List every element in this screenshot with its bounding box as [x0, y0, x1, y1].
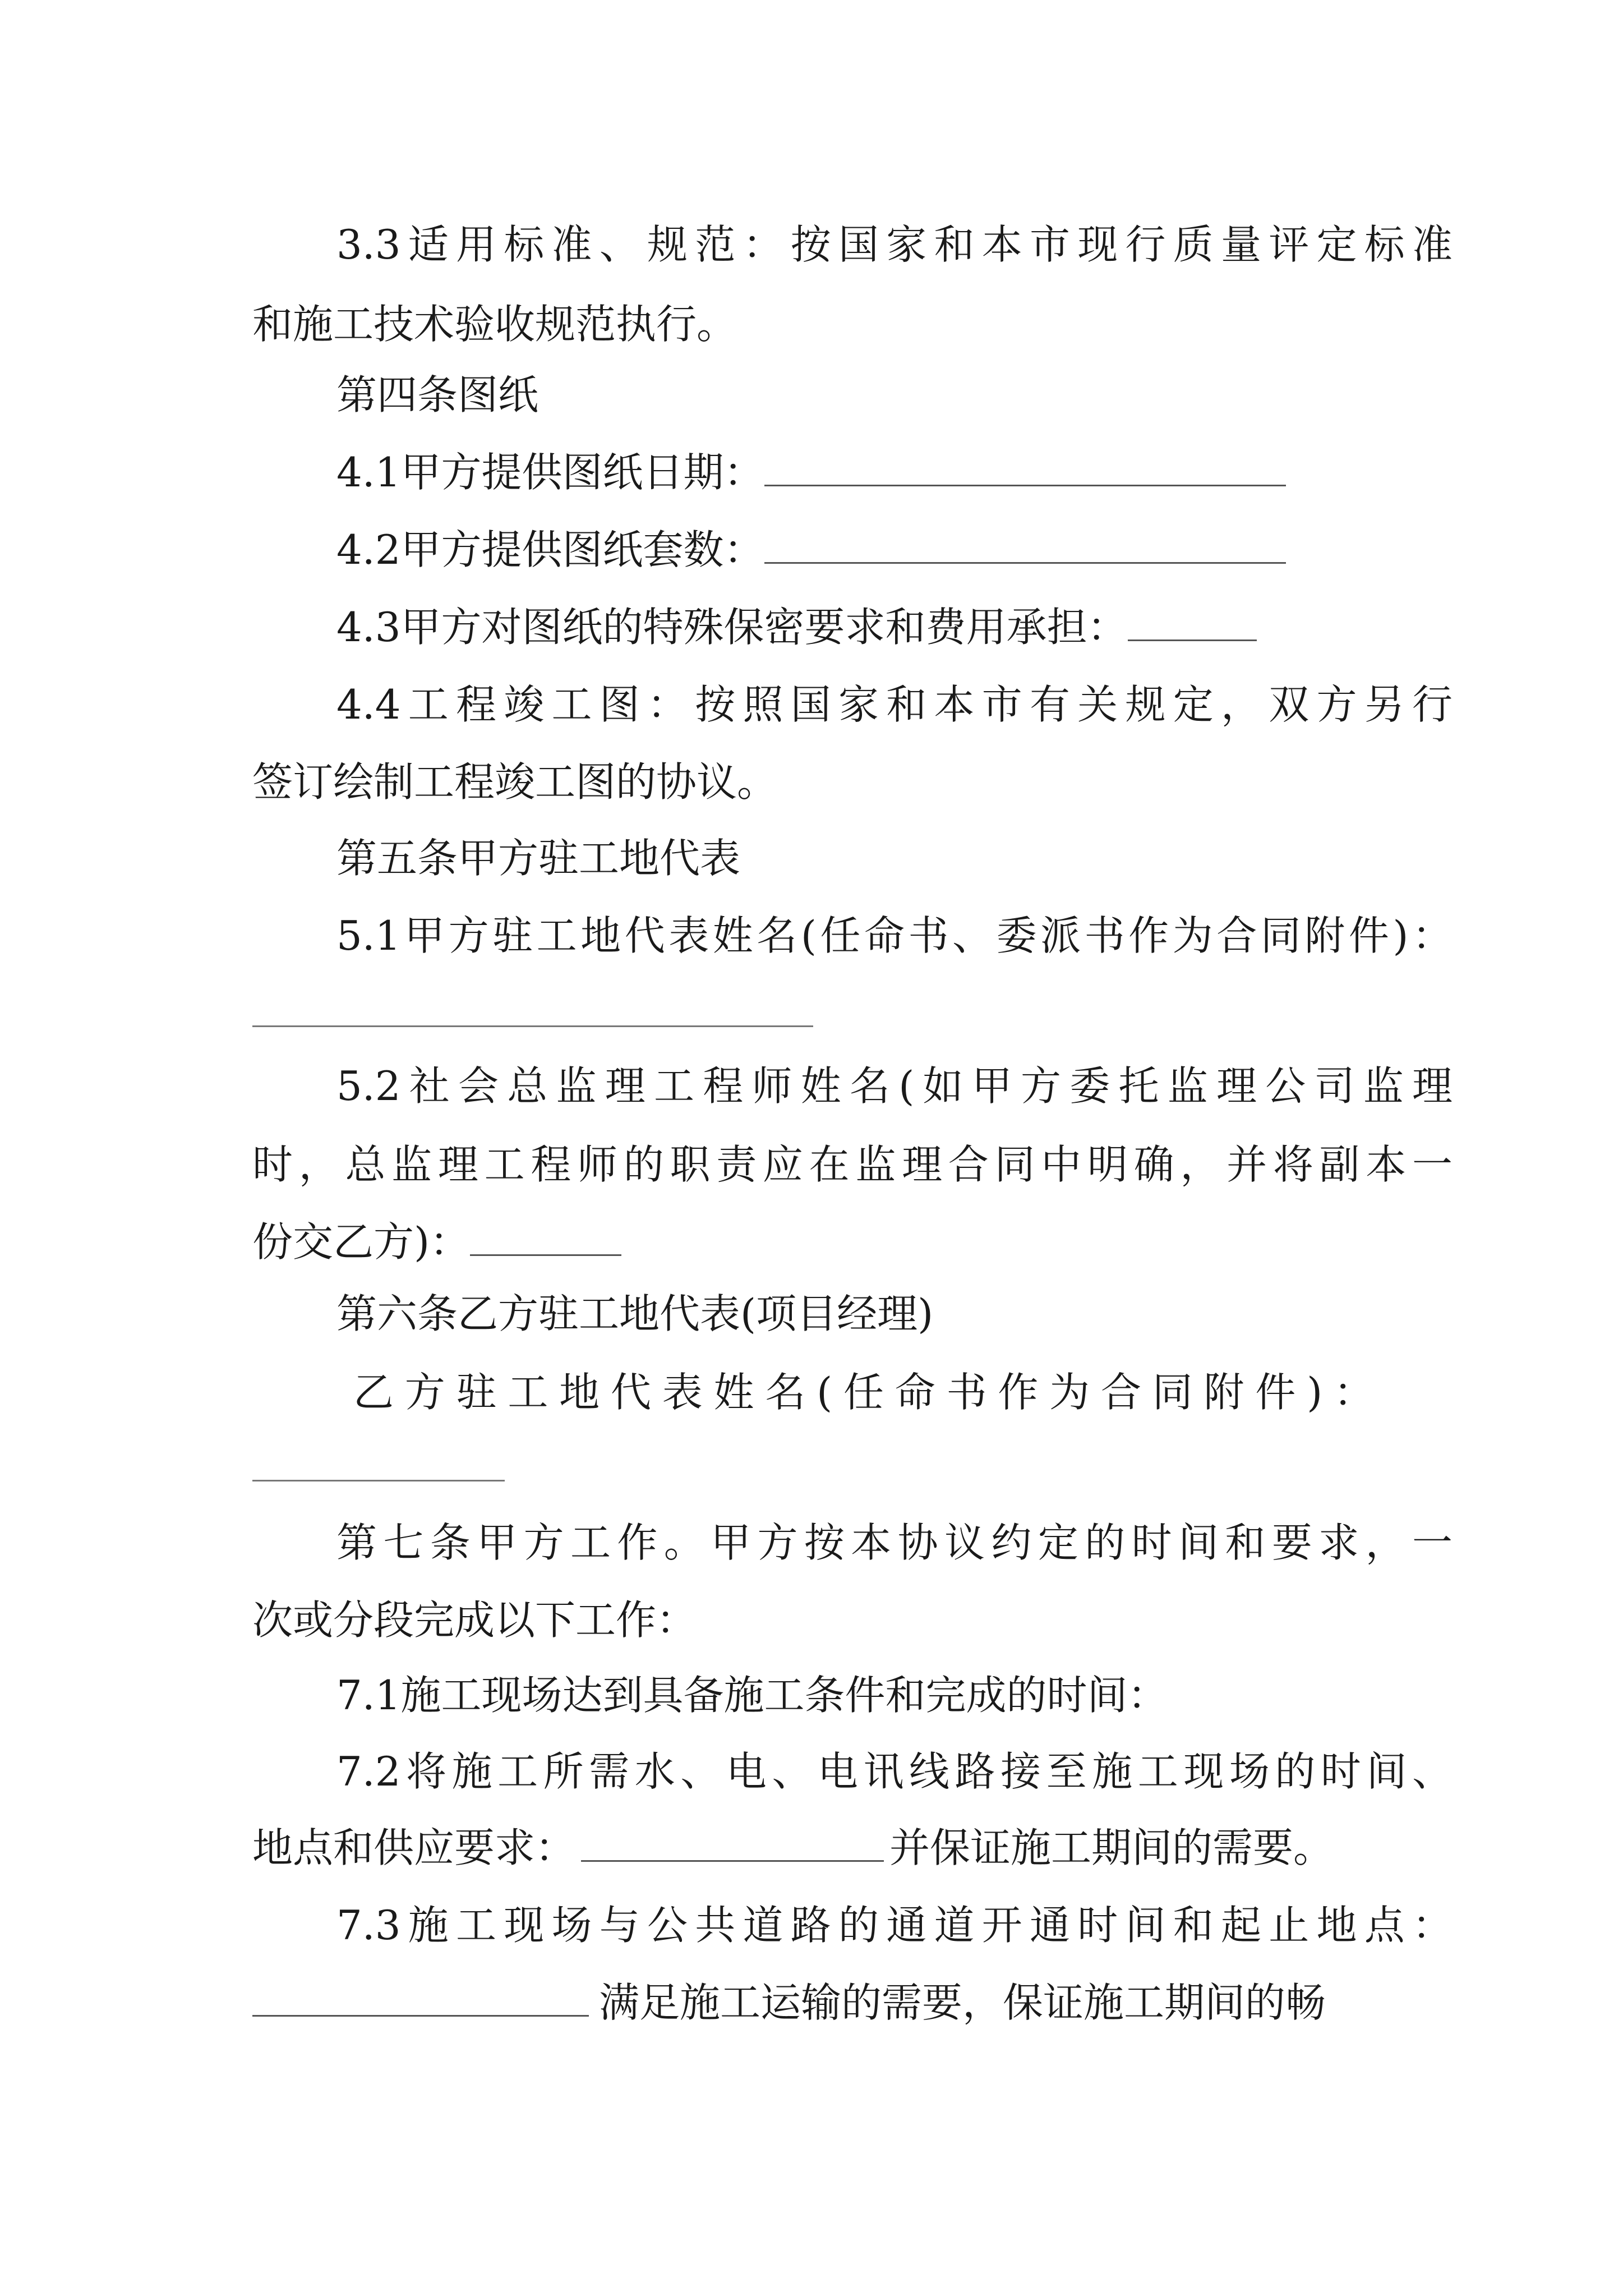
- drawing-date-blank[interactable]: [764, 473, 1286, 486]
- clause-7-2-line-2: [252, 1818, 1334, 1878]
- utilities-requirement-blank[interactable]: [581, 1849, 884, 1862]
- clause-5-2-line-1: 5.2社会总监理工程师姓名(如甲方委托监理公司监理: [336, 1062, 1453, 1110]
- contractor-representative-blank[interactable]: [252, 1480, 505, 1481]
- clause-5-2-line-3: [252, 1212, 621, 1272]
- clause-7-2-suffix: 并保证施工期间的需要。: [889, 1824, 1334, 1871]
- clause-7-3-line-2: [252, 1972, 1326, 2033]
- clause-4-4-line-2: 签订绘制工程竣工图的协议。: [252, 758, 778, 806]
- article-7-intro-line-1: 第七条甲方工作。甲方按本协议约定的时间和要求，一: [336, 1519, 1453, 1566]
- clause-4-3-label: 4.3甲方对图纸的特殊保密要求和费用承担：: [336, 604, 1128, 651]
- clause-7-3-suffix: 满足施工运输的需要，保证施工期间的畅: [599, 1979, 1326, 2026]
- contractor-representative-line: 乙方驻工地代表姓名(任命书作为合同附件)：: [353, 1369, 1374, 1416]
- clause-7-3-line-1: 7.3施工现场与公共道路的通道开通时间和起止地点：: [336, 1902, 1453, 1949]
- access-road-blank[interactable]: [252, 2004, 589, 2017]
- clause-4-1: [336, 442, 1286, 503]
- clause-5-1: 5.1甲方驻工地代表姓名(任命书、委派书作为合同附件)：: [336, 912, 1453, 959]
- owner-representative-blank[interactable]: [252, 1025, 813, 1027]
- chief-supervisor-blank[interactable]: [470, 1243, 621, 1256]
- article-6-title: 第六条乙方驻工地代表(项目经理): [336, 1290, 934, 1337]
- clause-3-3-line-1: 3.3适用标准、规范：按国家和本市现行质量评定标准: [336, 221, 1453, 268]
- drawing-sets-blank[interactable]: [764, 551, 1286, 564]
- clause-7-2-prefix: 地点和供应要求：: [252, 1824, 576, 1871]
- clause-4-2-label: 4.2甲方提供图纸套数：: [336, 526, 764, 573]
- clause-4-1-label: 4.1甲方提供图纸日期：: [336, 449, 764, 496]
- confidentiality-blank[interactable]: [1128, 628, 1257, 641]
- article-7-intro-line-2: 次或分段完成以下工作：: [252, 1596, 697, 1644]
- clause-4-3: [336, 597, 1257, 657]
- clause-7-2-line-1: 7.2将施工所需水、电、电讯线路接至施工现场的时间、: [336, 1748, 1453, 1795]
- clause-4-4-line-1: 4.4工程竣工图：按照国家和本市有关规定，双方另行: [336, 681, 1453, 728]
- clause-4-2: [336, 519, 1286, 580]
- article-5-title: 第五条甲方驻工地代表: [336, 835, 741, 882]
- clause-7-1: 7.1施工现场达到具备施工条件和完成的时间：: [336, 1672, 1168, 1719]
- clause-3-3-line-2: 和施工技术验收规范执行。: [252, 301, 737, 348]
- clause-5-2-line-3-label: 份交乙方)：: [252, 1218, 471, 1266]
- clause-5-2-line-2: 时，总监理工程师的职责应在监理合同中明确，并将副本一: [252, 1141, 1453, 1188]
- article-4-title: 第四条图纸: [336, 371, 539, 418]
